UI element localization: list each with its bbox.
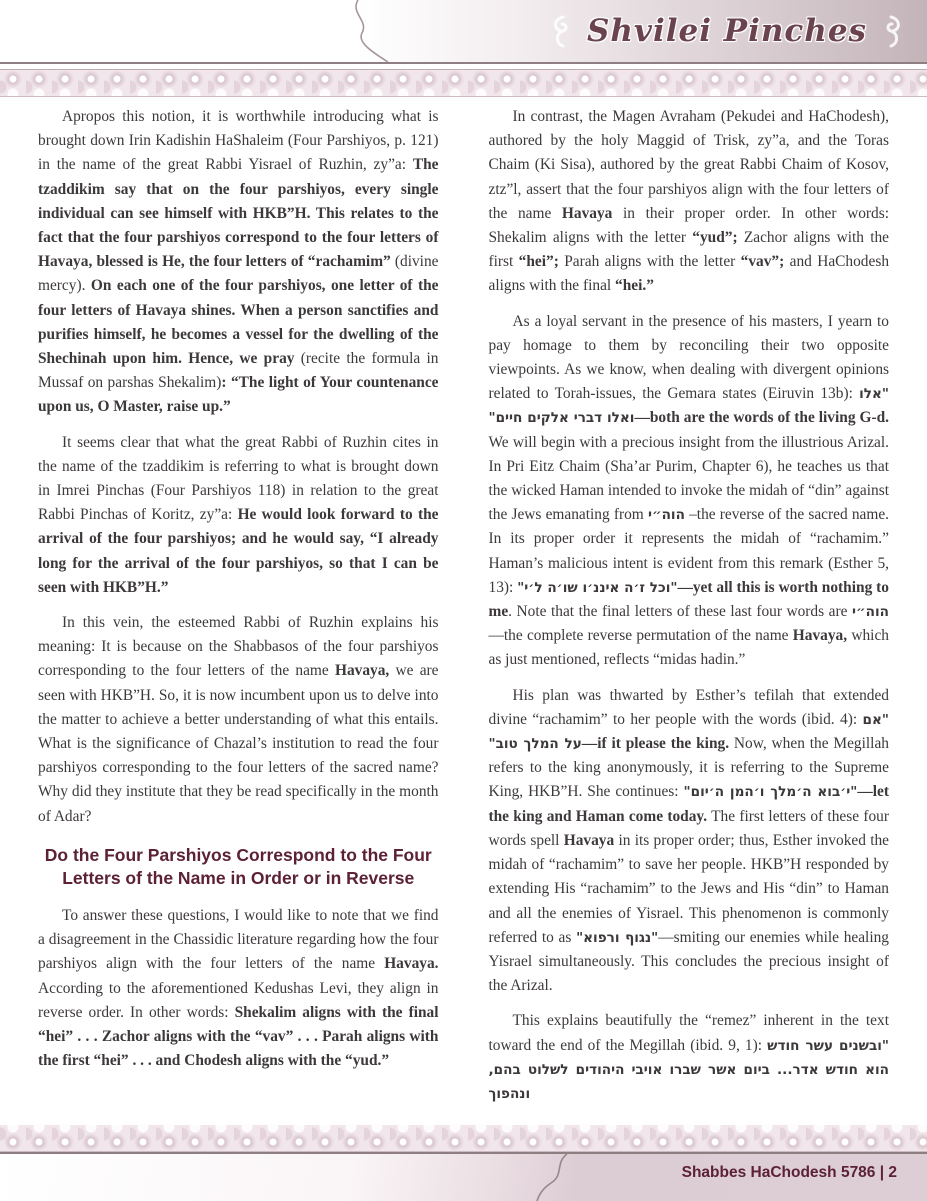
footer-band bbox=[0, 1152, 927, 1201]
paragraph: In contrast, the Magen Avraham (Pekudei and HaChodesh), authored by the holy Maggid of Trisk, zy”a, and the Toras Chaim (Ki Sisa), authored by the great Rabbi Chaim of Kosov, ztz”l, assert that the four parshiyos align with the four letters of the name Havaya in their proper order. In other words: Shekalim aligns with the letter “yud”; Zachor aligns with the first “hei”; Parah aligns with the letter “vav”; and HaChodesh aligns with the final “hei.” bbox=[488, 108, 890, 295]
paragraph: This explains beautifully the “remez” inherent in the text toward the end of the Megillah (ibid. 9, 1): "ובשנים עשר חודש הוא חודש אדר... ביום אשר שברו אויבי היהודים לשלוט בהם, ונהפוך bbox=[488, 1012, 889, 1102]
article-body bbox=[0, 93, 927, 1125]
column-left bbox=[38, 105, 439, 1117]
header-curve-ornament bbox=[342, 0, 412, 62]
paragraph: In this vein, the esteemed Rabbi of Ruzhin explains his meaning: It is because on the Shabbasos of the four parshiyos corresponding to the four letters of the name Havaya, we are seen with HKB”H. So, it is now incumbent upon us to delve into the matter to achieve a better understanding of what this entails. What is the significance of Chazal’s institution to read the four parshiyos corresponding to the four letters of the sacred name? Why did they institute that they be read specifically in the month of Adar? bbox=[38, 614, 439, 825]
publication-title: Shvilei Pinches bbox=[587, 13, 867, 49]
left-swirl-icon bbox=[549, 14, 575, 48]
page-footer bbox=[0, 1125, 927, 1200]
footer-issue-and-page-number: Shabbes HaChodesh 5786 | 2 bbox=[681, 1164, 897, 1181]
header-divider bbox=[0, 62, 927, 97]
lace-border-bottom bbox=[0, 1125, 927, 1152]
header-rule bbox=[0, 62, 927, 70]
section-heading: Do the Four Parshiyos Correspond to the Four Letters of the Name in Order or in Reverse bbox=[44, 844, 432, 888]
masthead bbox=[549, 0, 905, 62]
paragraph: As a loyal servant in the presence of his masters, I yearn to pay homage to them by reconciling their two opposite viewpoints. As we know, when dealing with divergent opinions related to Torah-issues, the Gemara states (Eiruvin 13b): "אלו ואלו דברי אלקים חיים"—both are the words of the living G-d. We will begin with a precious insight from the illustrious Arizal. In Pri Eitz Chaim (Sha’ar Purim, Chapter 6), he teaches us that the wicked Haman intended to invoke the midah of “din” against the Jews emanating from הוה״י –the reverse of the sacred name. In its proper order it represents the midah of “rachamim.” Haman’s malicious intent is evident from this remark (Esther 5, 13): "וכל ז׳ה איננ׳ו שו׳ה ל׳י"—yet all this is worth nothing to me. Note that the final letters of these last four words are הוה״י—the complete reverse permutation of the name Havaya, which as just mentioned, reflects “midas hadin.” bbox=[488, 312, 890, 669]
paragraph: It seems clear that what the great Rabbi of Ruzhin cites in the name of the tzaddikim is referring to what is brought down in Imrei Pinchas (Four Parshiyos 118) in relation to the great Rabbi Pinchas of Koritz, zy”a: He would look forward to the arrival of the four parshiyos; and he would say, “I already long for the arrival of the four parshiyos, so that I can be seen with HKB”H.” bbox=[38, 433, 439, 596]
paragraph: Apropos this notion, it is worthwhile introducing what is brought down Irin Kadishin HaShaleim (Four Parshiyos, p. 121) in the name of the great Rabbi Yisrael of Ruzhin, zy”a: The tzaddikim say that on the four parshiyos, every single individual can see himself with HKB”H. This relates to the fact that the four parshiyos correspond to the four letters of Havaya, blessed is He, the four letters of “rachamim” (divine mercy). On each one of the four parshiyos, one letter of the four letters of Havaya shines. When a person sanctifies and purifies himself, he becomes a vessel for the dwelling of the Shechinah upon him. Hence, we pray (recite the formula in Mussaf on parshas Shekalim): “The light of Your countenance upon us, O Master, raise up.” bbox=[38, 108, 439, 416]
page-header bbox=[0, 0, 927, 62]
column-right bbox=[489, 105, 890, 1117]
right-swirl-icon bbox=[879, 14, 905, 48]
footer-curve-ornament bbox=[515, 1154, 575, 1201]
paragraph: To answer these questions, I would like to note that we find a disagreement in the Chassidic literature regarding how the four parshiyos align with the four letters of the name Havaya. According to the aforementioned Kedushas Levi, they align in reverse order. In other words: Shekalim aligns with the final “hei” . . . Zachor aligns with the “vav” . . . Parah aligns with the first “hei” . . . and Chodesh aligns with the “yud.” bbox=[38, 906, 439, 1070]
paragraph: His plan was thwarted by Esther’s tefilah that extended divine “rachamim” to her people with the words (ibid. 4): "אם על המלך טוב"—if it please the king. Now, when the Megillah refers to the king anonymously, it is referring to the Supreme King, HKB”H. She continues: "י׳בוא ה׳מלך ו׳המן ה׳יום"—let the king and Haman come today. The first letters of these four words spell Havaya in its proper order; thus, Esther invoked the midah of “rachamim” to save her people. HKB”H responded by extending His “rachamim” to the Jews and His “din” to Haman and all the enemies of Yisrael. This phenomenon is commonly referred to as "נגוף ורפוא"—smiting our enemies while healing Yisrael simultaneously. This concludes the precious insight of the Arizal. bbox=[488, 686, 889, 995]
